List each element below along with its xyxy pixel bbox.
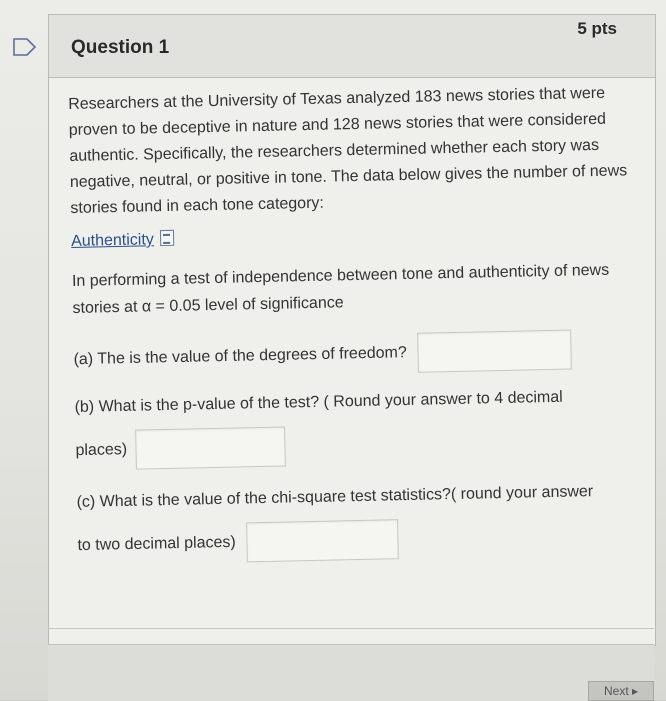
- part-a-answer-input[interactable]: [417, 330, 572, 373]
- next-button[interactable]: Next ▸: [588, 681, 654, 701]
- question-intro: Researchers at the University of Texas analyzed 183 news stories that were proven to be deceptive in nature and 128 news stories that were considered authentic. Specifically, the researchers determined whether each story was negative, neutral, or positive in tone. The data below gives the number of news stories found in each tone category:: [68, 84, 628, 217]
- flag-icon[interactable]: [13, 38, 37, 56]
- question-title: Question 1: [71, 37, 170, 58]
- part-b-answer-input[interactable]: [135, 427, 286, 470]
- test-setup-text: In performing a test of independence between tone and authenticity of news stories at α = 0.05 level of significance: [71, 261, 610, 317]
- data-link-row: [71, 220, 631, 258]
- part-a-row: [73, 328, 634, 380]
- part-b-label-line1: (b) What is the p-value of the test? ( Round your answer to 4 decimal: [74, 388, 563, 416]
- part-a-label: (a) The is the value of the degrees of freedom?: [73, 344, 407, 369]
- bottom-navigation-bar: [48, 644, 654, 701]
- part-b-label-line2: places): [75, 441, 128, 460]
- question-points: 5 pts: [577, 19, 617, 38]
- part-c-label-line1: (c) What is the value of the chi-square test statistics?( round your answer: [76, 483, 594, 511]
- part-c-answer-input[interactable]: [246, 519, 399, 562]
- part-b-row: [74, 382, 635, 471]
- part-c-label-line2: to two decimal places): [77, 533, 236, 555]
- part-c-row: [76, 477, 637, 566]
- authenticity-data-link[interactable]: Authenticity: [70, 231, 155, 250]
- question-header: [49, 15, 655, 78]
- document-icon[interactable]: [160, 230, 174, 246]
- question-body: [68, 80, 638, 566]
- divider: [48, 628, 654, 629]
